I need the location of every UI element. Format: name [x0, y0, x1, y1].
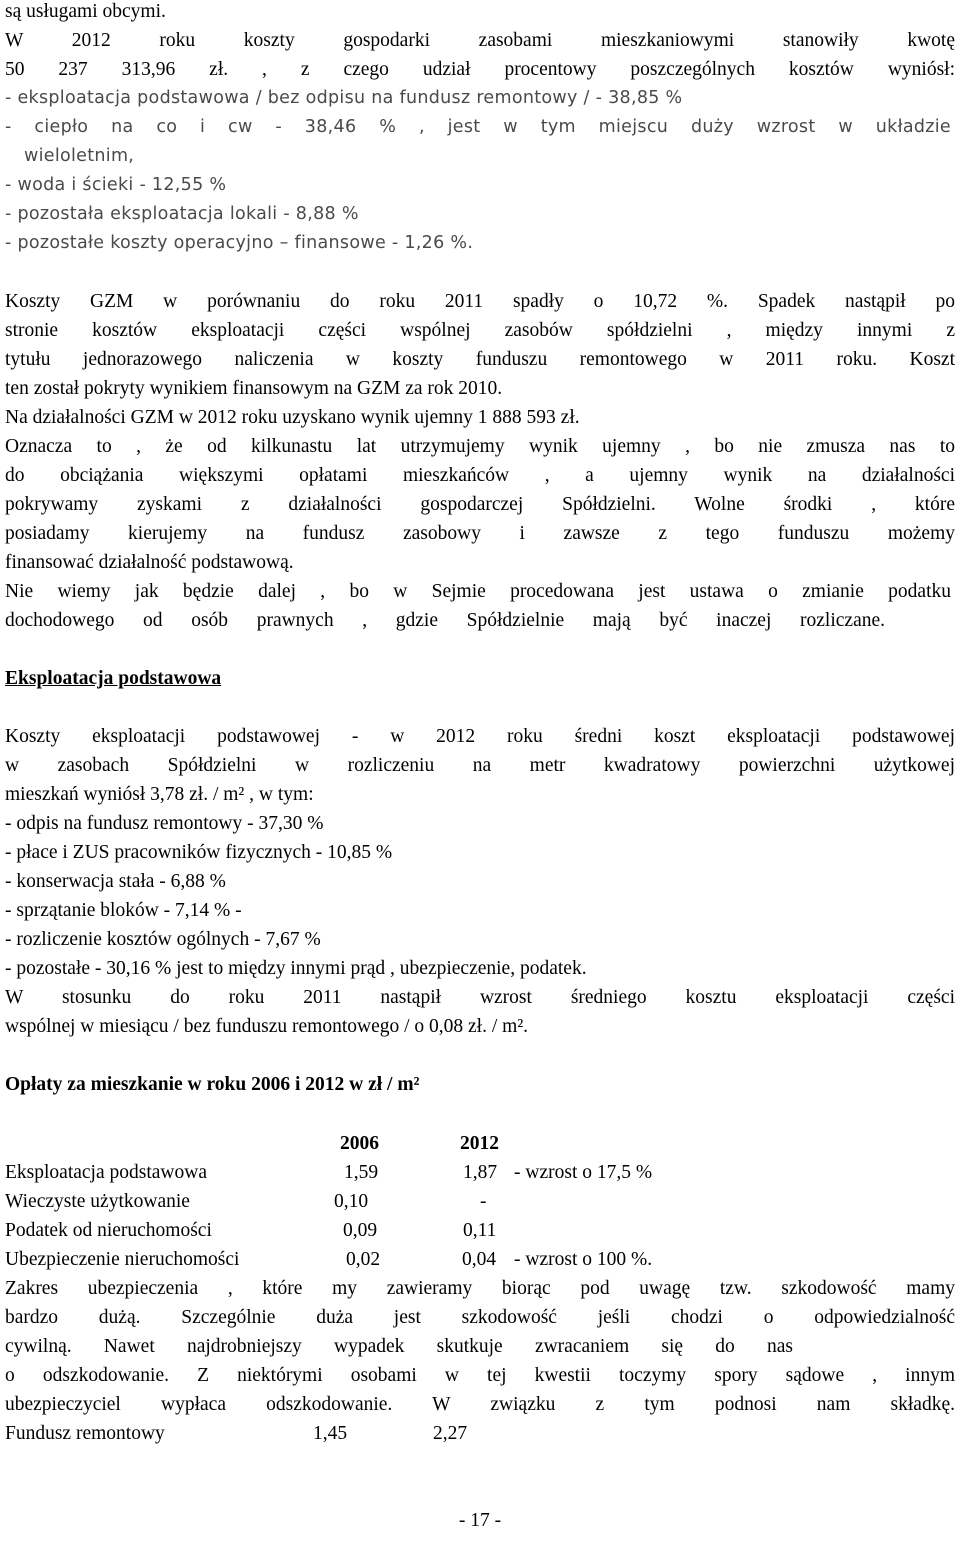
text-line: - eksploatacja podstawowa / bez odpisu na fundusz remontowy / - 38,85 %	[5, 88, 683, 108]
text-line: Nie wiemy jak będzie dalej , bo w Sejmie procedowana jest ustawa o zmianie podatku	[5, 581, 951, 602]
text-line: mieszkań wyniósł 3,78 zł. / m² , w tym:	[5, 784, 314, 805]
text-line: Koszty GZM w porównaniu do roku 2011 spadły o 10,72 %. Spadek nastąpił po	[5, 291, 955, 312]
text-line: - rozliczenie kosztów ogólnych - 7,67 %	[5, 929, 321, 950]
text-line: Zakres ubezpieczenia , które my zawieramy biorąc pod uwagę tzw. szkodowość mamy	[5, 1278, 955, 1299]
text-line: W stosunku do roku 2011 nastąpił wzrost średniego kosztu eksploatacji części	[5, 987, 955, 1008]
text-line: - pozostałe koszty operacyjno – finansowe - 1,26 %.	[5, 233, 474, 253]
value-2012: 0,04	[462, 1249, 497, 1270]
value-2006: 1,45	[313, 1423, 348, 1444]
text-line: - sprzątanie bloków - 7,14 % -	[5, 900, 242, 921]
row-label: Eksploatacja podstawowa	[5, 1162, 207, 1183]
text-line: Na działalności GZM w 2012 roku uzyskano wynik ujemny 1 888 593 zł.	[5, 407, 580, 428]
value-2012: -	[480, 1191, 487, 1212]
text-line: stronie kosztów eksploatacji części wspólnej zasobów spółdzielni , między innymi z	[5, 320, 955, 341]
value-2006: 1,59	[344, 1162, 379, 1183]
text-line: bardzo dużą. Szczególnie duża jest szkodowość jeśli chodzi o odpowiedzialność	[5, 1307, 955, 1328]
text-line: wspólnej w miesiącu / bez funduszu remontowego / o 0,08 zł. / m².	[5, 1016, 529, 1037]
section-heading: Opłaty za mieszkanie w roku 2006 i 2012 w zł / m²	[5, 1074, 420, 1095]
row-label: Ubezpieczenie nieruchomości	[5, 1249, 240, 1270]
text-line: - odpis na fundusz remontowy - 37,30 %	[5, 813, 324, 834]
text-line: pokrywamy zyskami z działalności gospodarczej Spółdzielni. Wolne środki , które	[5, 494, 955, 515]
column-header-2012: 2012	[460, 1133, 499, 1154]
page-number: - 17 -	[458, 1510, 502, 1531]
value-2012: 1,87	[463, 1162, 498, 1183]
text-line: finansować działalność podstawową.	[5, 552, 294, 573]
text-line: - ciepło na co i cw - 38,46 % , jest w tym miejscu duży wzrost w układzie	[5, 117, 951, 137]
row-note: - wzrost o 17,5 %	[514, 1162, 653, 1183]
text-line: dochodowego od osób prawnych , gdzie Spółdzielnie mają być inaczej rozliczane.	[5, 610, 885, 631]
text-line: - konserwacja stała - 6,88 %	[5, 871, 226, 892]
text-line: Oznacza to , że od kilkunastu lat utrzymujemy wynik ujemny , bo nie zmusza nas to	[5, 436, 955, 457]
text-line: tytułu jednorazowego naliczenia w koszty funduszu remontowego w 2011 roku. Koszt	[5, 349, 955, 370]
text-line: posiadamy kierujemy na fundusz zasobowy i zawsze z tego funduszu możemy	[5, 523, 955, 544]
text-line: ten został pokryty wynikiem finansowym na GZM za rok 2010.	[5, 378, 503, 399]
text-line: są usługami obcymi.	[5, 1, 166, 22]
text-line: ubezpieczyciel wypłaca odszkodowanie. W związku z tym podnosi nam składkę.	[5, 1394, 955, 1415]
value-2012: 0,11	[463, 1220, 497, 1241]
text-line: do obciążania większymi opłatami mieszkańców , a ujemny wynik na działalności	[5, 465, 955, 486]
text-line: Koszty eksploatacji podstawowej - w 2012 roku średni koszt eksploatacji podstawowej	[5, 726, 955, 747]
text-line: o odszkodowanie. Z niektórymi osobami w tej kwestii toczymy spory sądowe , innym	[5, 1365, 955, 1386]
text-line: - pozostałe - 30,16 % jest to między innymi prąd , ubezpieczenie, podatek.	[5, 958, 587, 979]
row-label: Fundusz remontowy	[5, 1423, 165, 1444]
text-line: cywilną. Nawet najdrobniejszy wypadek skutkuje zwracaniem się do nas	[5, 1336, 793, 1357]
text-line: - płace i ZUS pracowników fizycznych - 10,85 %	[5, 842, 393, 863]
section-heading: Eksploatacja podstawowa	[5, 668, 222, 689]
row-note: - wzrost o 100 %.	[514, 1249, 653, 1270]
text-line: w zasobach Spółdzielni w rozliczeniu na metr kwadratowy powierzchni użytkowej	[5, 755, 955, 776]
row-label: Podatek od nieruchomości	[5, 1220, 212, 1241]
text-line: wieloletnim,	[24, 146, 135, 166]
value-2012: 2,27	[433, 1423, 468, 1444]
column-header-2006: 2006	[340, 1133, 379, 1154]
text-line: - pozostała eksploatacja lokali - 8,88 %	[5, 204, 359, 224]
value-2006: 0,10	[334, 1191, 369, 1212]
text-line: W 2012 roku koszty gospodarki zasobami mieszkaniowymi stanowiły kwotę	[5, 30, 955, 51]
text-line: 50 237 313,96 zł. , z czego udział procentowy poszczególnych kosztów wyniósł:	[5, 59, 955, 80]
text-line: - woda i ścieki - 12,55 %	[5, 175, 227, 195]
value-2006: 0,09	[343, 1220, 378, 1241]
row-label: Wieczyste użytkowanie	[5, 1191, 190, 1212]
value-2006: 0,02	[346, 1249, 381, 1270]
